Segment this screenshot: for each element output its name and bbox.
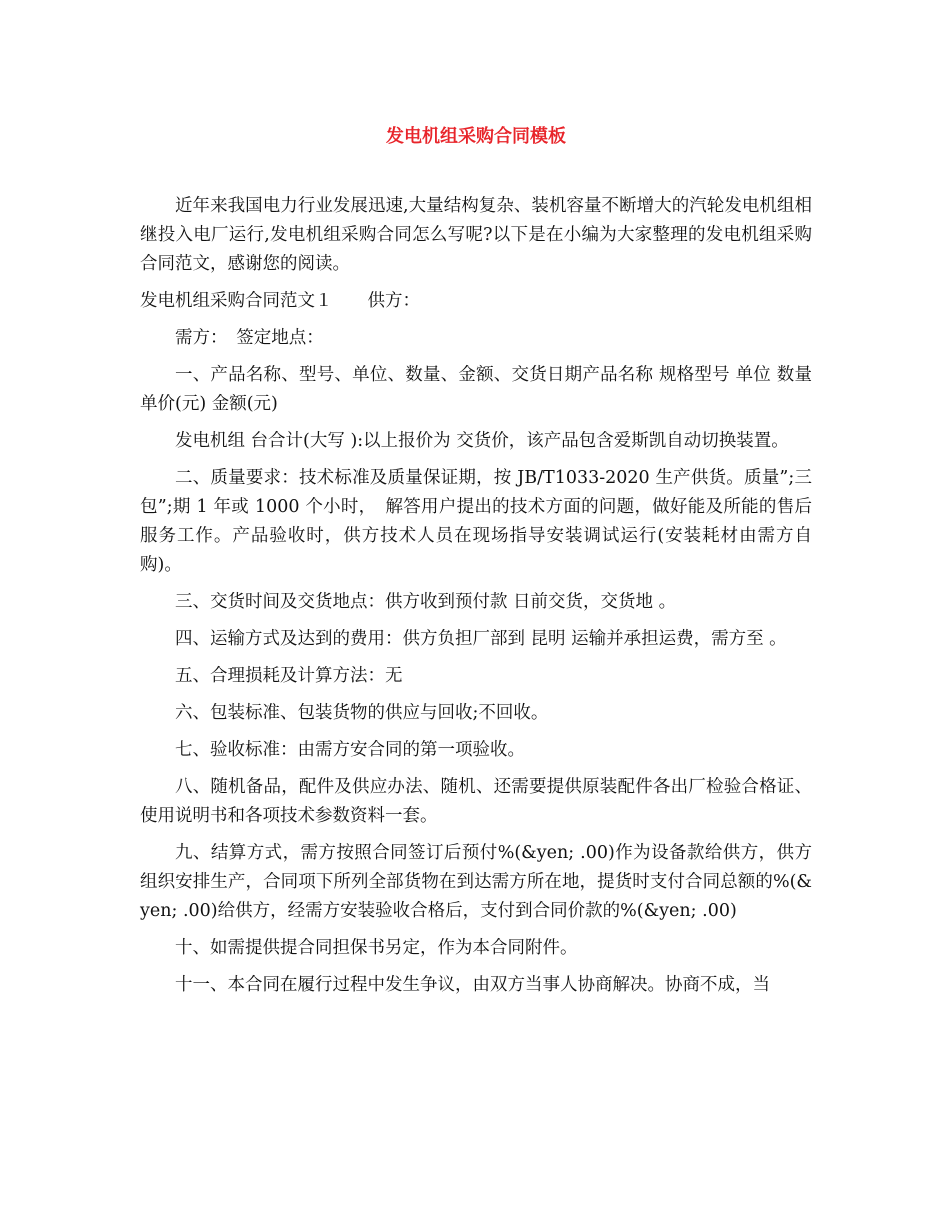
paragraph: 六、包装标准、包装货物的供应与回收;不回收。 bbox=[175, 703, 549, 723]
paragraph: 发电机组 台合计(大写 ):以上报价为 交货价，该产品包含爱斯凯自动切换装置。 bbox=[175, 431, 789, 451]
paragraph: 二、质量要求：技术标准及质量保证期，按 JB/T1033-2020 生产供货。质量”;三包”;期 1 年或 1000 个小时， 解答用户提出的技术方面的问题，做好能及所能的售后服务工作。产品验收时，供方技术人员在现场指导安装调试运行(安装耗材由需方自购)。 bbox=[140, 468, 812, 575]
paragraph: 十一、本合同在履行过程中发生争议，由双方当事人协商解决。协商不成，当 bbox=[175, 975, 770, 995]
paragraph: 九、结算方式，需方按照合同签订后预付%(&yen; .00)作为设备款给供方，供方组织安排生产，合同项下所列全部货物在到达需方所在地，提货时支付合同总额的%(&yen; .00)给供方，经需方安装验收合格后，支付到合同价款的%(&yen; .00) bbox=[140, 843, 812, 921]
paragraph: 三、交货时间及交货地点：供方收到预付款 日前交货，交货地 。 bbox=[175, 592, 677, 612]
paragraph: 十、如需提供提合同担保书另定，作为本合同附件。 bbox=[175, 938, 578, 958]
paragraph: 需方： 签定地点： bbox=[175, 328, 324, 348]
document-title: 发电机组采购合同模板 bbox=[386, 126, 566, 147]
document-text bbox=[140, 192, 812, 1000]
paragraph: 八、随机备品，配件及供应办法、随机、还需要提供原装配件各出厂检验合格证、使用说明书和各项技术参数资料一套。 bbox=[140, 777, 812, 826]
paragraph: 五、合理损耗及计算方法：无 bbox=[175, 666, 403, 686]
paragraph: 七、验收标准：由需方安合同的第一项验收。 bbox=[175, 740, 525, 760]
paragraph: 四、运输方式及达到的费用：供方负担厂部到 昆明 运输并承担运费，需方至 。 bbox=[175, 629, 787, 649]
paragraph: 发电机组采购合同范文１ 供方： bbox=[140, 291, 420, 311]
paragraph: 近年来我国电力行业发展迅速,大量结构复杂、装机容量不断增大的汽轮发电机组相继投入电厂运行,发电机组采购合同怎么写呢?以下是在小编为大家整理的发电机组采购合同范文，感谢您的阅读。 bbox=[140, 196, 812, 274]
paragraph: 一、产品名称、型号、单位、数量、金额、交货日期产品名称 规格型号 单位 数量 单价(元) 金额(元) bbox=[140, 365, 812, 414]
